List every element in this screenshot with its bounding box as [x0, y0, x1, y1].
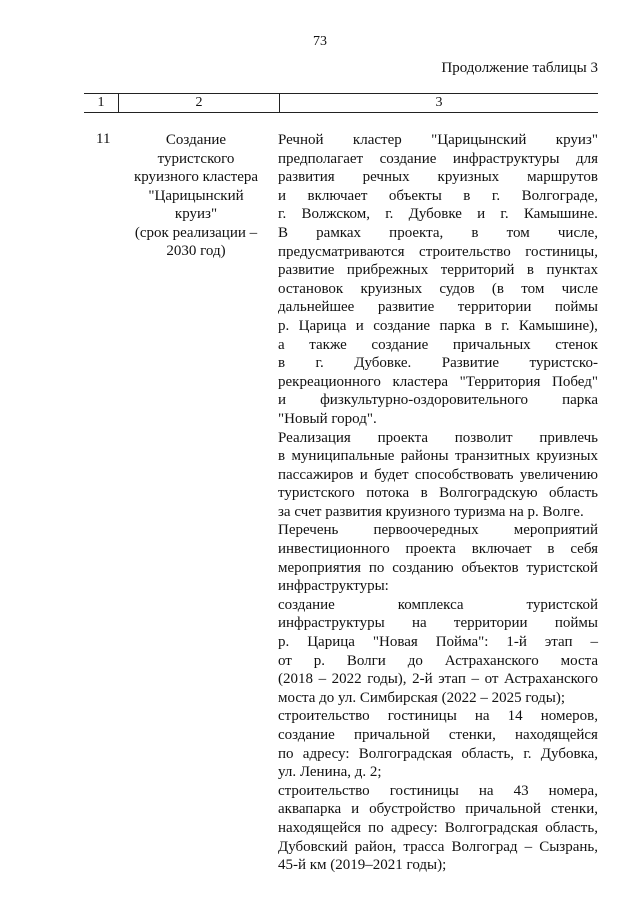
description-word: числе	[561, 280, 598, 297]
description-line	[278, 652, 598, 671]
description-word: развитие	[278, 262, 335, 279]
description-line	[278, 484, 598, 503]
description-word: парка	[439, 317, 476, 334]
description-word: 43	[513, 782, 529, 799]
description-word: круизных	[437, 169, 500, 186]
description-word: Дубовке.	[354, 355, 412, 372]
description-line	[278, 168, 598, 187]
description-line	[278, 205, 598, 224]
description-word: Волгограде,	[521, 187, 598, 204]
description-word: круиз"	[555, 132, 598, 148]
description-line	[278, 670, 598, 689]
description-word: по	[368, 819, 384, 836]
description-line	[278, 596, 598, 615]
project-name-line: Создание	[165, 132, 227, 148]
description-word: до	[407, 652, 423, 669]
project-name-line: 2030 год)	[166, 243, 226, 259]
description-word: в	[484, 317, 492, 334]
description-word: г.	[278, 206, 287, 223]
description-line: за счет развития круизного туризма на р. Волге.	[278, 503, 584, 520]
description-word: территории	[457, 299, 532, 316]
description-word: строительство	[419, 243, 511, 260]
description-word: –	[524, 838, 533, 855]
description-word: числе,	[557, 224, 598, 241]
description-word: создание	[278, 596, 335, 613]
description-word: создание	[371, 336, 429, 353]
description-word: том	[506, 224, 530, 241]
description-word: область	[549, 485, 598, 502]
description-word: "Новая	[372, 634, 418, 651]
description-word: поймы	[554, 615, 598, 632]
description-word: инфраструктуры	[452, 150, 560, 167]
description-word: пунктах	[546, 262, 598, 279]
description-line	[278, 447, 598, 466]
description-word: Камышине.	[523, 206, 598, 223]
description-word: г.	[491, 187, 501, 204]
table-continuation-caption: Продолжение таблицы 3	[441, 60, 598, 76]
description-word: Волги	[346, 652, 386, 669]
description-word: развития	[278, 169, 335, 186]
description-word: туристской	[526, 596, 598, 613]
description-word: Побед"	[552, 373, 598, 390]
description-word: создание	[373, 317, 431, 334]
description-line	[278, 261, 598, 280]
description-word: моста	[560, 652, 598, 669]
description-word: в	[547, 541, 555, 558]
description-word: г.	[315, 355, 324, 372]
description-word: –	[471, 671, 479, 688]
description-word: строительство	[278, 708, 370, 725]
description-word: г.	[500, 206, 509, 223]
description-word: в	[278, 448, 286, 465]
description-word: в	[278, 355, 286, 372]
description-word: гостиницы,	[525, 243, 598, 260]
description-word: 2022	[331, 671, 362, 688]
description-word: создание	[379, 150, 437, 167]
description-line	[278, 298, 598, 317]
description-word: том	[521, 280, 545, 297]
description-word: судов	[439, 280, 475, 297]
description-line	[278, 317, 598, 336]
description-word: по	[368, 559, 385, 576]
description-word: проекта	[405, 541, 456, 558]
description-word: территории	[453, 615, 528, 632]
description-word: Сызрань,	[539, 838, 598, 855]
description-word: позволит	[454, 429, 513, 446]
description-word: создание	[278, 727, 335, 743]
description-word: себя	[570, 541, 598, 558]
description-word: потока	[366, 485, 410, 502]
description-word: муниципальные	[291, 448, 395, 465]
description-word: развитие	[377, 299, 435, 316]
description-word: (2018	[278, 671, 313, 688]
description-word: г.	[523, 745, 532, 762]
description-word: в	[420, 485, 428, 502]
description-word: 14	[507, 708, 523, 725]
description-word: Речной	[278, 132, 324, 148]
description-word: для	[575, 150, 598, 167]
description-word: а	[278, 336, 285, 353]
description-word: Волжском,	[301, 206, 370, 223]
description-line	[278, 429, 598, 448]
description-word: стенок	[555, 336, 598, 353]
description-word: –	[318, 671, 327, 688]
description-word: и	[355, 317, 364, 334]
description-word: на	[478, 782, 494, 799]
description-word: физкультурно-оздоровительного	[320, 392, 529, 409]
description-word: Волгоград	[451, 838, 518, 855]
description-word: в	[463, 187, 471, 204]
description-word: гостиницы	[387, 708, 457, 725]
description-word: маршрутов	[527, 169, 598, 186]
description-word: рамках	[316, 224, 362, 241]
description-line	[278, 819, 598, 838]
description-line	[278, 354, 598, 373]
description-line: моста до ул. Симбирская (2022 – 2025 годы);	[278, 689, 566, 706]
description-word: 1-й	[506, 634, 527, 651]
description-line	[278, 373, 598, 392]
description-word: включает	[471, 541, 532, 558]
description-word: стенки,	[448, 727, 496, 743]
description-word: проекта	[377, 429, 428, 446]
description-word: Дубовка,	[540, 745, 598, 762]
description-word: привлечь	[539, 429, 598, 446]
header-col-1: 1	[97, 95, 105, 110]
description-line	[278, 224, 598, 243]
description-word: объектов	[461, 559, 519, 576]
description-word: территорий	[440, 262, 515, 279]
description-word: Астраханского	[504, 671, 598, 688]
description-word: кластер	[352, 132, 402, 148]
description-word: от	[484, 671, 499, 688]
description-line	[278, 726, 598, 745]
description-word: трасса	[403, 838, 445, 855]
description-word: Царица	[307, 634, 355, 651]
description-word: предполагает	[278, 150, 364, 167]
description-word: область,	[461, 745, 515, 762]
description-word: стенки,	[551, 801, 598, 818]
description-word: находящейся	[278, 819, 362, 836]
description-word: В	[278, 224, 289, 241]
description-word: предусматриваются	[278, 243, 405, 260]
description-line: инфраструктуры:	[278, 578, 389, 595]
description-line	[278, 633, 598, 652]
description-line	[278, 243, 598, 262]
description-word: в	[526, 262, 534, 279]
description-line	[278, 559, 598, 578]
description-word: и	[278, 187, 287, 204]
description-line	[278, 187, 598, 206]
description-word: Волгоградская	[444, 819, 539, 836]
description-word: комплекса	[397, 596, 464, 613]
description-word: поймы	[554, 299, 598, 316]
description-word: г.	[501, 317, 510, 334]
description-word: речных	[362, 169, 410, 186]
description-word: район,	[354, 838, 397, 855]
description-word: 2-й	[412, 671, 433, 688]
description-word: прибрежных	[346, 262, 429, 279]
description-word: Пойма":	[435, 634, 489, 651]
description-word: мероприятий	[513, 522, 598, 539]
description-word: р.	[313, 652, 325, 669]
description-line	[278, 131, 598, 150]
description-word: –	[590, 634, 598, 651]
description-word: от	[278, 652, 292, 669]
description-word: р.	[278, 634, 290, 651]
description-word: Камышине),	[518, 317, 598, 334]
description-word: Реализация	[278, 429, 351, 446]
description-line	[278, 838, 598, 857]
description-line	[278, 466, 598, 485]
description-word: Развитие	[441, 355, 500, 372]
project-name-line: туристского	[157, 150, 235, 167]
description-word: Дубовке	[408, 206, 462, 223]
description-word: Перечень	[278, 522, 339, 539]
description-word: на	[474, 708, 490, 725]
description-word: Дубовский	[278, 838, 348, 855]
description-word: номера,	[548, 782, 598, 799]
description-word: туристской	[526, 559, 598, 576]
description-word: Астраханского	[444, 652, 539, 669]
description-word: инфраструктуры	[278, 615, 385, 632]
description-word: созданию	[392, 559, 454, 576]
description-line	[278, 782, 598, 801]
project-name-line: круизного кластера	[133, 169, 259, 185]
description-word: круизных	[536, 448, 598, 465]
description-word: способствовать	[414, 466, 514, 483]
description-line	[278, 150, 598, 169]
description-word: районы	[400, 448, 449, 465]
description-word: инвестиционного	[278, 541, 390, 558]
description-line	[278, 540, 598, 559]
description-word: область,	[545, 819, 598, 836]
project-name-line: (срок реализации –	[134, 224, 258, 241]
description-word: туристско-	[529, 355, 598, 372]
page-number: 73	[313, 34, 327, 49]
description-word: объекты	[388, 187, 442, 204]
description-line: 45-й км (2019–2021 годы);	[278, 857, 447, 874]
description-word: г.	[385, 206, 394, 223]
project-name-cell	[130, 131, 262, 261]
description-line	[278, 391, 598, 410]
description-line	[278, 614, 598, 633]
description-word: будет	[374, 466, 409, 483]
description-word: туристского	[278, 485, 355, 502]
description-word: парка	[562, 392, 598, 409]
description-word: проекта,	[389, 224, 444, 241]
description-word: и	[351, 801, 360, 818]
description-word: номеров,	[540, 708, 598, 725]
description-word: обустройство	[369, 801, 456, 818]
description-word: кластера	[392, 373, 448, 390]
description-line	[278, 707, 598, 726]
description-word: годы),	[367, 671, 407, 688]
header-col-3: 3	[435, 95, 443, 110]
description-word: увеличению	[519, 466, 598, 483]
description-line	[278, 336, 598, 355]
description-word: на	[411, 615, 427, 632]
description-word: р.	[278, 317, 290, 334]
description-word: в	[471, 224, 479, 241]
description-line	[278, 800, 598, 819]
description-word: находящейся	[514, 727, 598, 743]
description-word: включает	[307, 187, 368, 204]
description-word: "Царицынский	[431, 132, 527, 148]
description-word: (в	[491, 280, 504, 297]
description-word: причальной	[465, 801, 542, 818]
description-word: также	[309, 336, 347, 353]
description-word: причальных	[452, 336, 531, 353]
description-word: и	[278, 392, 287, 409]
description-word: "Территория	[459, 373, 541, 390]
description-word: первоочередных	[373, 522, 479, 539]
header-col-2: 2	[195, 95, 203, 110]
description-line: ул. Ленина, д. 2;	[278, 764, 382, 781]
project-name-line: круиз"	[174, 206, 218, 222]
description-line	[278, 745, 598, 764]
description-word: Волгоградскую	[439, 485, 538, 502]
description-word: и	[477, 206, 486, 223]
description-word: причальной	[353, 727, 430, 743]
description-word: пассажиров	[278, 466, 354, 483]
description-word: мероприятия	[278, 559, 362, 576]
description-word: адресу:	[302, 745, 350, 762]
description-word: строительство	[278, 782, 370, 799]
description-word: и	[359, 466, 368, 483]
description-word: Волгоградская	[358, 745, 453, 762]
description-word: адресу:	[390, 819, 438, 836]
description-word: по	[278, 745, 294, 762]
description-word: аквапарка	[278, 801, 342, 818]
description-line: "Новый город".	[278, 410, 377, 427]
description-word: Царица	[298, 317, 347, 334]
description-line	[278, 521, 598, 540]
description-word: круизных	[360, 280, 423, 297]
description-word: остановок	[278, 280, 344, 297]
table-header	[84, 93, 598, 113]
description-word: этап	[438, 671, 466, 688]
project-name-line: "Царицынский	[148, 187, 244, 204]
description-line	[278, 280, 598, 299]
description-word: гостиницы	[389, 782, 459, 799]
description-word: этап	[544, 634, 573, 651]
description-word: рекреационного	[278, 373, 381, 390]
row-number: 11	[96, 131, 111, 147]
description-word: дальнейшее	[278, 299, 355, 316]
project-description-cell	[278, 131, 598, 875]
description-word: транзитных	[454, 448, 530, 465]
